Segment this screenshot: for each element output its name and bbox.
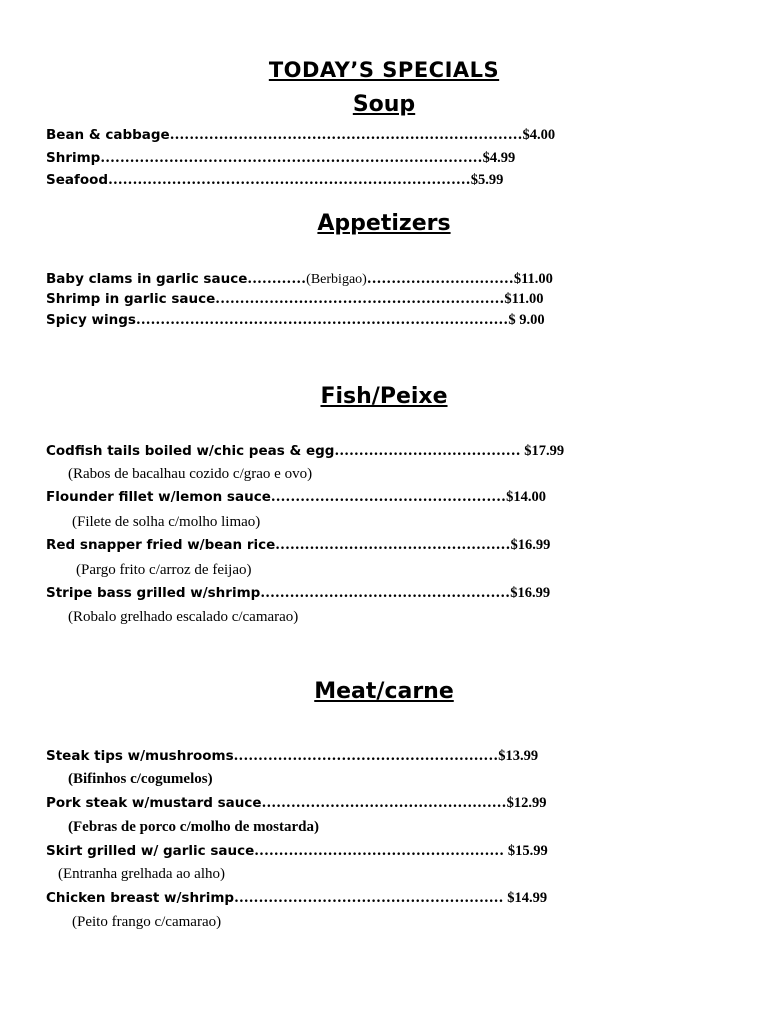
item-price: $14.00: [506, 489, 546, 505]
soup-section-title: Soup: [352, 92, 416, 117]
item-price: $5.99: [470, 172, 504, 188]
dot-leader: ..........................................................................: [108, 172, 471, 188]
menu-item: [46, 149, 515, 167]
menu-item: [46, 536, 550, 554]
dot-leader: ........................................................................: [169, 127, 523, 143]
page-title: TODAY’S SPECIALS: [268, 58, 500, 82]
menu-item: [46, 126, 555, 144]
item-name: Pork steak w/mustard sauce: [46, 795, 262, 811]
menu-item: [46, 442, 564, 460]
menu-item: [46, 488, 546, 506]
item-price: $11.00: [504, 291, 544, 307]
dot-leader: ..............................................................................: [100, 150, 483, 166]
dot-leader: ..............................: [366, 271, 514, 287]
appetizers-section-title: Appetizers: [317, 211, 451, 236]
item-name: Baby clams in garlic sauce: [46, 271, 248, 287]
item-translation: (Febras de porco c/molho de mostarda): [68, 819, 319, 835]
meat-section-title: Meat/carne: [314, 679, 454, 704]
menu-item: [46, 171, 503, 189]
item-translation: (Rabos de bacalhau cozido c/grao e ovo): [68, 466, 313, 482]
dot-leader: ...................................................: [254, 843, 505, 859]
menu-item: [46, 747, 538, 765]
dot-leader: ............: [247, 271, 307, 287]
item-name: Codfish tails boiled w/chic peas & egg: [46, 443, 335, 459]
menu-item: [46, 842, 548, 860]
dot-leader: ................................................: [270, 489, 507, 505]
fish-section-title: Fish/Peixe: [320, 384, 448, 409]
item-name: Skirt grilled w/ garlic sauce: [46, 843, 255, 859]
dot-leader: ............................................................................: [135, 312, 509, 328]
item-name: Seafood: [46, 172, 109, 188]
menu-item: [46, 584, 550, 602]
item-price: $ 9.00: [508, 312, 545, 328]
item-translation: (Berbigao): [306, 272, 367, 287]
item-translation: (Peito frango c/camarao): [72, 914, 222, 930]
item-name: Chicken breast w/shrimp: [46, 890, 235, 906]
item-translation: (Bifinhos c/cogumelos): [68, 771, 213, 787]
item-price: $14.99: [503, 890, 548, 906]
item-name: Steak tips w/mushrooms: [46, 748, 234, 764]
item-price: $16.99: [510, 585, 551, 601]
dot-leader: ...................................................: [260, 585, 511, 601]
dot-leader: ...........................................................: [215, 291, 505, 307]
dot-leader: ..................................................: [261, 795, 507, 811]
item-name: Flounder fillet w/lemon sauce: [46, 489, 271, 505]
menu-item: [46, 311, 545, 329]
menu-item: [46, 290, 543, 308]
item-price: $16.99: [510, 537, 551, 553]
item-price: $15.99: [504, 843, 548, 859]
item-translation: (Robalo grelhado escalado c/camarao): [68, 609, 299, 625]
item-name: Stripe bass grilled w/shrimp: [46, 585, 261, 601]
dot-leader: .......................................................: [234, 890, 504, 906]
item-price: $13.99: [498, 748, 539, 764]
item-price: $4.99: [482, 150, 516, 166]
menu-item: [46, 794, 546, 812]
item-translation: (Filete de solha c/molho limao): [72, 514, 261, 530]
item-name: Bean & cabbage: [46, 127, 170, 143]
dot-leader: ......................................................: [233, 748, 499, 764]
item-translation: (Pargo frito c/arroz de feijao): [76, 562, 252, 578]
item-price: $4.00: [522, 127, 556, 143]
menu-item: [46, 889, 547, 907]
dot-leader: ......................................: [334, 443, 521, 459]
dot-leader: ................................................: [275, 537, 511, 553]
item-price: $11.00: [513, 271, 553, 287]
item-name: Shrimp: [46, 150, 101, 166]
menu-item: [46, 270, 553, 289]
item-name: Shrimp in garlic sauce: [46, 291, 216, 307]
item-price: $12.99: [506, 795, 547, 811]
item-name: Spicy wings: [46, 312, 136, 328]
item-price: $17.99: [520, 443, 565, 459]
item-translation: (Entranha grelhada ao alho): [58, 866, 225, 882]
item-name: Red snapper fried w/bean rice: [46, 537, 276, 553]
